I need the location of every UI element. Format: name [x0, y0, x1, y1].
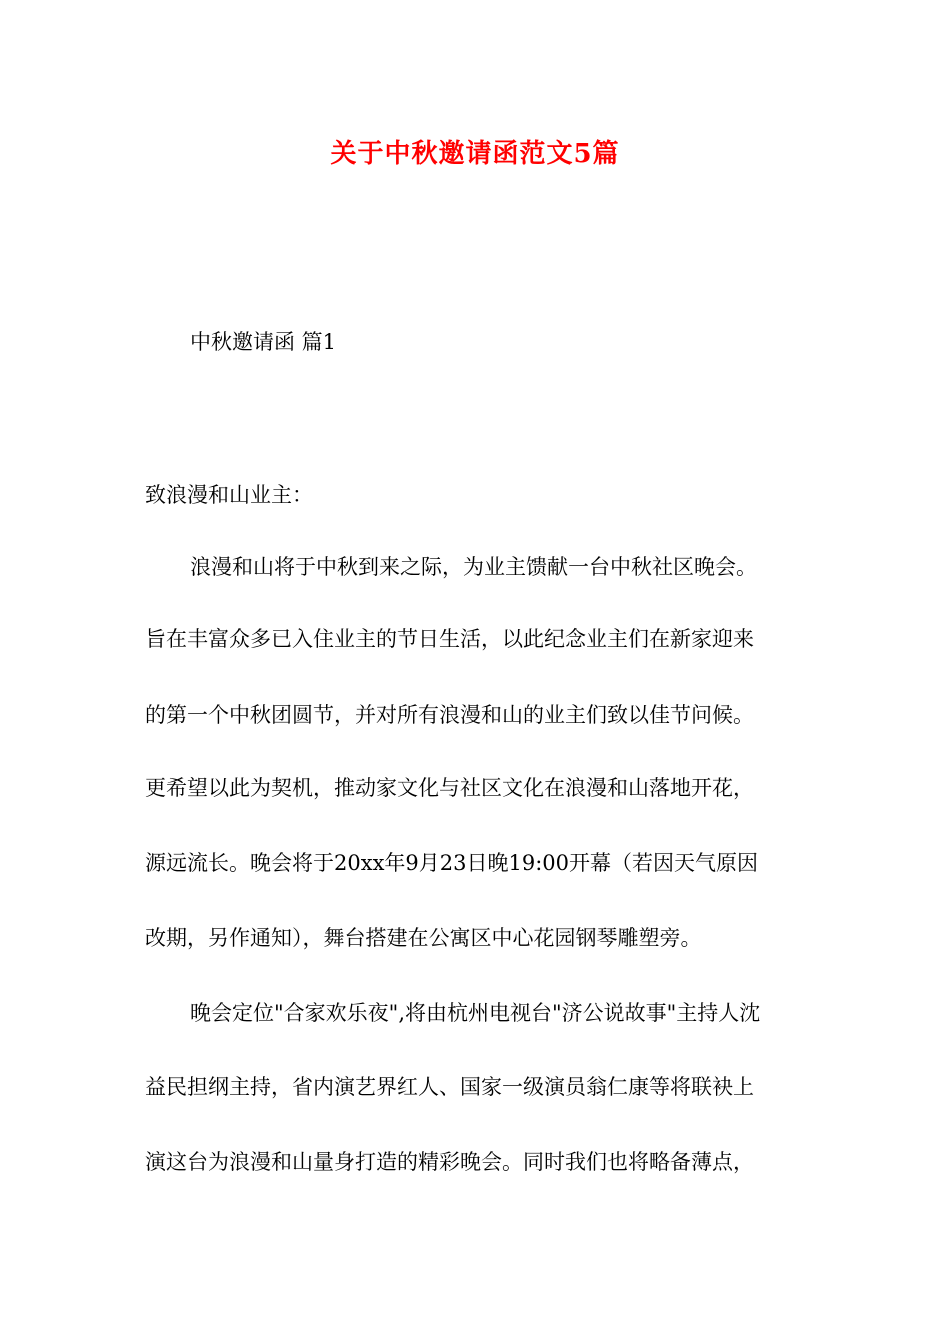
- paragraph-line: 旨在丰富众多已入住业主的节日生活，以此纪念业主们在新家迎来: [145, 627, 754, 651]
- paragraph-line: 更希望以此为契机，推动家文化与社区文化在浪漫和山落地开花，: [145, 776, 754, 800]
- document-title: 关于中秋邀请函范文5篇: [330, 139, 620, 169]
- section-heading: 中秋邀请函 篇1: [190, 330, 337, 354]
- paragraph-line: 浪漫和山将于中秋到来之际，为业主馈献一台中秋社区晚会。: [190, 555, 757, 579]
- salutation: 致浪漫和山业主：: [145, 483, 313, 507]
- paragraph-line: 益民担纲主持，省内演艺界红人、国家一级演员翁仁康等将联袂上: [145, 1075, 754, 1099]
- paragraph-line: 晚会定位"合家欢乐夜",将由杭州电视台"济公说故事"主持人沈: [190, 1001, 761, 1025]
- paragraph-line: 演这台为浪漫和山量身打造的精彩晚会。同时我们也将略备薄点，: [145, 1150, 754, 1174]
- paragraph-line: 改期，另作通知），舞台搭建在公寓区中心花园钢琴雕塑旁。: [145, 926, 702, 950]
- paragraph-line: 的第一个中秋团圆节，并对所有浪漫和山的业主们致以佳节问候。: [145, 703, 754, 727]
- paragraph-line: 源远流长。晚会将于20xx年9月23日晚19:00开幕（若因天气原因: [145, 851, 759, 875]
